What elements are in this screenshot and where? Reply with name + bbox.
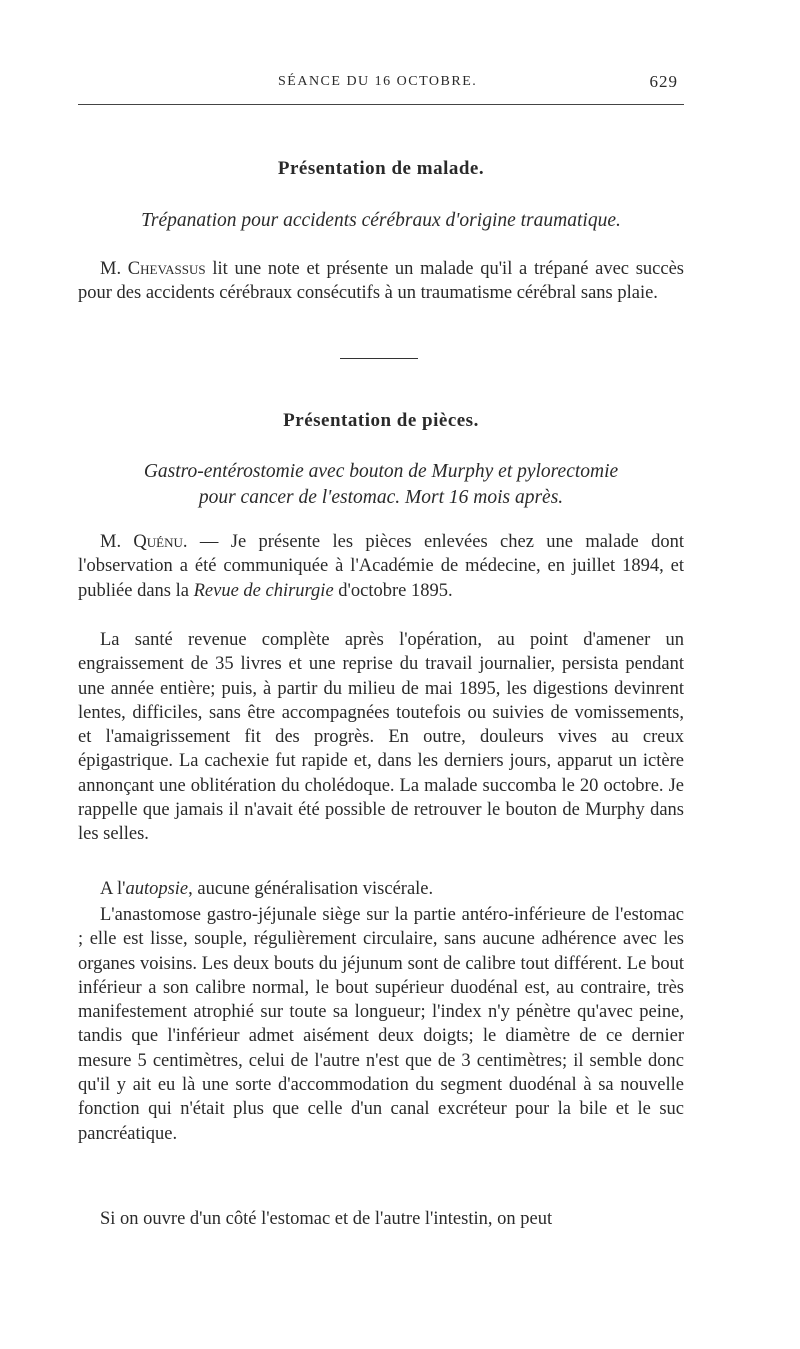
paragraph-autopsie	[78, 877, 684, 901]
section-separator	[340, 358, 418, 359]
paragraph-text: d'octobre 1895.	[333, 580, 453, 601]
paragraph-text: — Je présente les pièces enlevées chez une malade dont l'observation a été communiquée à l'Académie de médecine, en juillet 1894, et publiée dans la	[78, 532, 684, 601]
journal-title: Revue de chirurgie	[193, 580, 334, 601]
speaker-name: M. Quénu.	[100, 532, 188, 552]
speaker-name: M. Chevassus	[100, 259, 206, 279]
section-subtitle-trepanation: Trépanation pour accidents cérébraux d'origine traumatique.	[141, 210, 621, 231]
section-heading-malade: Présentation de malade.	[277, 158, 485, 179]
paragraph-text: lit une note et présente un malade qu'il a trépané avec succès pour des accidents cérébraux consécutifs à un traumatisme cérébral sans plaie.	[78, 259, 684, 304]
section-subtitle-gastro-line2: pour cancer de l'estomac. Mort 16 mois après.	[198, 487, 564, 508]
paragraph-text: , aucune généralisation viscérale.	[188, 879, 434, 899]
header-rule	[78, 104, 684, 105]
paragraph-ouverture: Si on ouvre d'un côté l'estomac et de l'autre l'intestin, on peut	[100, 1209, 553, 1229]
italic-word: autopsie	[125, 879, 189, 899]
paragraph-sante: La santé revenue complète après l'opération, au point d'amener un engraissement de 35 livres et une reprise du travail journalier, persista pendant une année entière; puis, à partir du milieu de mai 1895, les digestions devinrent lentes, difficiles, sans être accompagnées toutefois ou suivies de vomissements, et l'amaigrissement fit des progrès. En outre, douleurs vives au creux épigastrique. La cachexie fut rapide et, dans les derniers jours, apparut un ictère annonçant une oblitération du cholédoque. La malade succomba le 20 octobre. Je rappelle que jamais il n'avait été possible de retrouver le bouton de Murphy dans les selles.	[78, 630, 684, 845]
section-subtitle-gastro-line1: Gastro-entérostomie avec bouton de Murphy et pylorectomie	[143, 461, 619, 482]
section-heading-pieces: Présentation de pièces.	[283, 410, 479, 431]
page-number: 629	[649, 72, 678, 91]
running-title: SÉANCE DU 16 OCTOBRE.	[278, 74, 478, 89]
running-header	[78, 72, 684, 96]
paragraph-chevassus	[78, 257, 684, 306]
paragraph-text: A l'	[100, 879, 126, 899]
paragraph-quenu-intro	[78, 530, 684, 603]
paragraph-anastomose: L'anastomose gastro-jéjunale siège sur la partie antéro-inférieure de l'estomac ; elle est lisse, souple, régulièrement circulaire, sans aucune adhérence avec les organes voisins. Les deux bouts du jéjunum sont de calibre tout différent. Le bout inférieur a son calibre normal, le bout supérieur duodénal est, au contraire, très manifestement atrophié sur toute sa longueur; l'index n'y pénètre qu'avec peine, tandis que l'inférieur admet aisément deux doigts; le diamètre de ce dernier mesure 5 centimètres, celui de l'autre n'est que de 3 centimètres; il semble donc qu'il y ait eu là une sorte d'accommodation du segment duodénal à sa nouvelle fonction qui n'était plus que celle d'un canal excréteur pour la bile et le suc pancréatique.	[78, 905, 684, 1144]
